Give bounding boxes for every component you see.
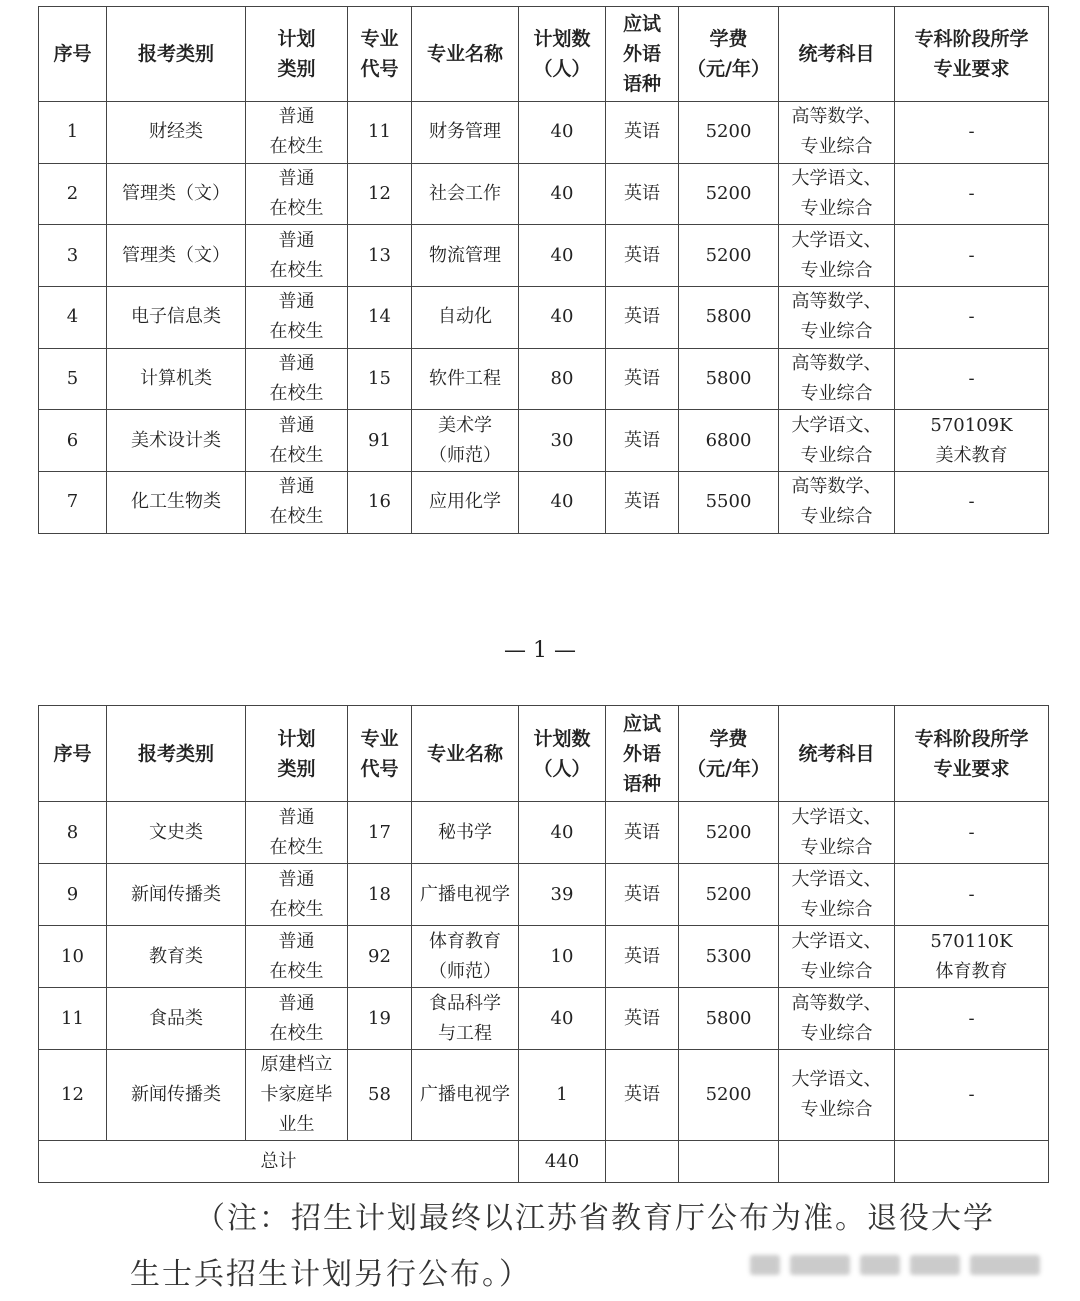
cell-major-name: 软件工程 <box>412 348 519 410</box>
cell-major-requirement: - <box>895 287 1049 349</box>
table-row <box>39 472 1049 534</box>
total-empty-cell <box>606 1141 679 1183</box>
cell-foreign-language: 英语 <box>606 348 679 410</box>
cell-plan-type: 原建档立 卡家庭毕 业生 <box>246 1050 348 1141</box>
header-foreign-language: 应试 外语 语种 <box>606 706 679 802</box>
cell-foreign-language: 英语 <box>606 802 679 864</box>
cell-major-name: 财务管理 <box>412 102 519 164</box>
header-plan-count: 计划数 （人） <box>519 7 606 102</box>
cell-plan-type: 普通 在校生 <box>246 287 348 349</box>
cell-plan-type: 普通 在校生 <box>246 348 348 410</box>
header-serial: 序号 <box>39 7 107 102</box>
cell-tuition: 5200 <box>679 1050 779 1141</box>
cell-foreign-language: 英语 <box>606 1050 679 1141</box>
cell-major-code: 19 <box>348 988 412 1050</box>
cell-major-requirement: - <box>895 1050 1049 1141</box>
cell-serial: 10 <box>39 926 107 988</box>
cell-serial: 8 <box>39 802 107 864</box>
header-category: 报考类别 <box>107 706 246 802</box>
cell-plan-type: 普通 在校生 <box>246 163 348 225</box>
cell-serial: 5 <box>39 348 107 410</box>
cell-major-requirement: - <box>895 802 1049 864</box>
cell-category: 化工生物类 <box>107 472 246 534</box>
cell-category: 计算机类 <box>107 348 246 410</box>
cell-category: 电子信息类 <box>107 287 246 349</box>
header-category: 报考类别 <box>107 7 246 102</box>
cell-plan-type: 普通 在校生 <box>246 864 348 926</box>
cell-exam-subjects: 高等数学、 专业综合 <box>779 472 895 534</box>
cell-plan-count: 30 <box>519 410 606 472</box>
cell-major-name: 食品科学 与工程 <box>412 988 519 1050</box>
cell-plan-count: 40 <box>519 287 606 349</box>
cell-foreign-language: 英语 <box>606 472 679 534</box>
total-value: 440 <box>519 1141 606 1183</box>
table-header-row <box>39 706 1049 802</box>
total-empty-cell <box>895 1141 1049 1183</box>
table-row <box>39 1050 1049 1141</box>
table-row <box>39 163 1049 225</box>
cell-major-name: 秘书学 <box>412 802 519 864</box>
cell-plan-type: 普通 在校生 <box>246 472 348 534</box>
cell-plan-type: 普通 在校生 <box>246 225 348 287</box>
cell-serial: 9 <box>39 864 107 926</box>
cell-plan-count: 40 <box>519 802 606 864</box>
enrollment-plan-table-part2 <box>38 705 1049 1183</box>
cell-foreign-language: 英语 <box>606 163 679 225</box>
cell-major-name: 广播电视学 <box>412 1050 519 1141</box>
cell-category: 管理类（文） <box>107 163 246 225</box>
total-empty-cell <box>679 1141 779 1183</box>
cell-plan-count: 40 <box>519 102 606 164</box>
cell-plan-count: 40 <box>519 472 606 534</box>
cell-plan-count: 40 <box>519 988 606 1050</box>
cell-serial: 2 <box>39 163 107 225</box>
cell-plan-type: 普通 在校生 <box>246 102 348 164</box>
cell-tuition: 5200 <box>679 225 779 287</box>
total-empty-cell <box>779 1141 895 1183</box>
header-serial: 序号 <box>39 706 107 802</box>
cell-major-code: 18 <box>348 864 412 926</box>
header-major-name: 专业名称 <box>412 7 519 102</box>
cell-plan-type: 普通 在校生 <box>246 410 348 472</box>
cell-foreign-language: 英语 <box>606 102 679 164</box>
header-major-name: 专业名称 <box>412 706 519 802</box>
cell-category: 管理类（文） <box>107 225 246 287</box>
table-row <box>39 410 1049 472</box>
cell-tuition: 5800 <box>679 988 779 1050</box>
enrollment-plan-table-part1 <box>38 6 1049 534</box>
cell-foreign-language: 英语 <box>606 864 679 926</box>
cell-plan-count: 10 <box>519 926 606 988</box>
header-exam-subjects: 统考科目 <box>779 706 895 802</box>
cell-plan-type: 普通 在校生 <box>246 988 348 1050</box>
cell-major-requirement: - <box>895 163 1049 225</box>
cell-category: 文史类 <box>107 802 246 864</box>
total-label: 总计 <box>39 1141 519 1183</box>
cell-serial: 1 <box>39 102 107 164</box>
cell-tuition: 5200 <box>679 864 779 926</box>
cell-major-name: 美术学 （师范） <box>412 410 519 472</box>
cell-plan-count: 40 <box>519 163 606 225</box>
header-plan-count: 计划数 （人） <box>519 706 606 802</box>
cell-plan-count: 80 <box>519 348 606 410</box>
cell-foreign-language: 英语 <box>606 287 679 349</box>
cell-tuition: 5200 <box>679 802 779 864</box>
cell-exam-subjects: 高等数学、 专业综合 <box>779 988 895 1050</box>
cell-serial: 6 <box>39 410 107 472</box>
cell-category: 美术设计类 <box>107 410 246 472</box>
cell-serial: 12 <box>39 1050 107 1141</box>
total-row <box>39 1141 1049 1183</box>
cell-serial: 3 <box>39 225 107 287</box>
cell-tuition: 5200 <box>679 163 779 225</box>
cell-exam-subjects: 大学语文、 专业综合 <box>779 410 895 472</box>
cell-tuition: 5200 <box>679 102 779 164</box>
cell-exam-subjects: 大学语文、 专业综合 <box>779 802 895 864</box>
cell-major-requirement: 570110K 体育教育 <box>895 926 1049 988</box>
header-foreign-language: 应试 外语 语种 <box>606 7 679 102</box>
cell-plan-type: 普通 在校生 <box>246 926 348 988</box>
cell-major-code: 58 <box>348 1050 412 1141</box>
cell-exam-subjects: 大学语文、 专业综合 <box>779 1050 895 1141</box>
header-plan-type: 计划 类别 <box>246 706 348 802</box>
cell-serial: 11 <box>39 988 107 1050</box>
footnote-line-1: （注：招生计划最终以江苏省教育厅公布为准。退役大学 <box>195 1201 995 1236</box>
header-tuition: 学费 （元/年） <box>679 706 779 802</box>
table-row <box>39 287 1049 349</box>
cell-foreign-language: 英语 <box>606 988 679 1050</box>
cell-foreign-language: 英语 <box>606 410 679 472</box>
cell-exam-subjects: 大学语文、 专业综合 <box>779 225 895 287</box>
cell-tuition: 5300 <box>679 926 779 988</box>
cell-major-requirement: - <box>895 472 1049 534</box>
cell-exam-subjects: 高等数学、 专业综合 <box>779 102 895 164</box>
cell-foreign-language: 英语 <box>606 225 679 287</box>
header-major-code: 专业 代号 <box>348 706 412 802</box>
header-plan-type: 计划 类别 <box>246 7 348 102</box>
cell-major-code: 17 <box>348 802 412 864</box>
cell-plan-type: 普通 在校生 <box>246 802 348 864</box>
cell-tuition: 5800 <box>679 287 779 349</box>
header-tuition: 学费 （元/年） <box>679 7 779 102</box>
cell-serial: 7 <box>39 472 107 534</box>
cell-tuition: 5500 <box>679 472 779 534</box>
table-header-row <box>39 7 1049 102</box>
cell-major-requirement: - <box>895 348 1049 410</box>
table-row <box>39 225 1049 287</box>
cell-category: 新闻传播类 <box>107 864 246 926</box>
footnote-line-2: 生士兵招生计划另行公布。） <box>130 1257 531 1292</box>
cell-category: 财经类 <box>107 102 246 164</box>
cell-major-name: 社会工作 <box>412 163 519 225</box>
cell-major-name: 自动化 <box>412 287 519 349</box>
table-row <box>39 348 1049 410</box>
table-row <box>39 802 1049 864</box>
cell-major-code: 13 <box>348 225 412 287</box>
cell-major-requirement: - <box>895 102 1049 164</box>
cell-major-code: 11 <box>348 102 412 164</box>
cell-plan-count: 39 <box>519 864 606 926</box>
header-major-code: 专业 代号 <box>348 7 412 102</box>
table-row <box>39 864 1049 926</box>
cell-major-code: 15 <box>348 348 412 410</box>
cell-exam-subjects: 高等数学、 专业综合 <box>779 287 895 349</box>
cell-tuition: 5800 <box>679 348 779 410</box>
cell-major-code: 92 <box>348 926 412 988</box>
cell-major-code: 16 <box>348 472 412 534</box>
cell-exam-subjects: 大学语文、 专业综合 <box>779 926 895 988</box>
cell-major-requirement: 570109K 美术教育 <box>895 410 1049 472</box>
cell-major-requirement: - <box>895 225 1049 287</box>
watermark <box>750 1248 1050 1282</box>
cell-major-requirement: - <box>895 988 1049 1050</box>
cell-major-name: 体育教育 （师范） <box>412 926 519 988</box>
cell-major-code: 12 <box>348 163 412 225</box>
table-row <box>39 102 1049 164</box>
cell-category: 教育类 <box>107 926 246 988</box>
cell-major-code: 91 <box>348 410 412 472</box>
cell-exam-subjects: 大学语文、 专业综合 <box>779 163 895 225</box>
header-major-requirement: 专科阶段所学 专业要求 <box>895 706 1049 802</box>
cell-plan-count: 40 <box>519 225 606 287</box>
cell-foreign-language: 英语 <box>606 926 679 988</box>
table-row <box>39 988 1049 1050</box>
table-row <box>39 926 1049 988</box>
cell-major-name: 应用化学 <box>412 472 519 534</box>
header-major-requirement: 专科阶段所学 专业要求 <box>895 7 1049 102</box>
cell-category: 食品类 <box>107 988 246 1050</box>
cell-category: 新闻传播类 <box>107 1050 246 1141</box>
cell-serial: 4 <box>39 287 107 349</box>
cell-tuition: 6800 <box>679 410 779 472</box>
cell-major-name: 物流管理 <box>412 225 519 287</box>
cell-exam-subjects: 大学语文、 专业综合 <box>779 864 895 926</box>
cell-major-name: 广播电视学 <box>412 864 519 926</box>
cell-plan-count: 1 <box>519 1050 606 1141</box>
cell-exam-subjects: 高等数学、 专业综合 <box>779 348 895 410</box>
header-exam-subjects: 统考科目 <box>779 7 895 102</box>
page-number: — 1 — <box>504 638 576 663</box>
cell-major-code: 14 <box>348 287 412 349</box>
cell-major-requirement: - <box>895 864 1049 926</box>
